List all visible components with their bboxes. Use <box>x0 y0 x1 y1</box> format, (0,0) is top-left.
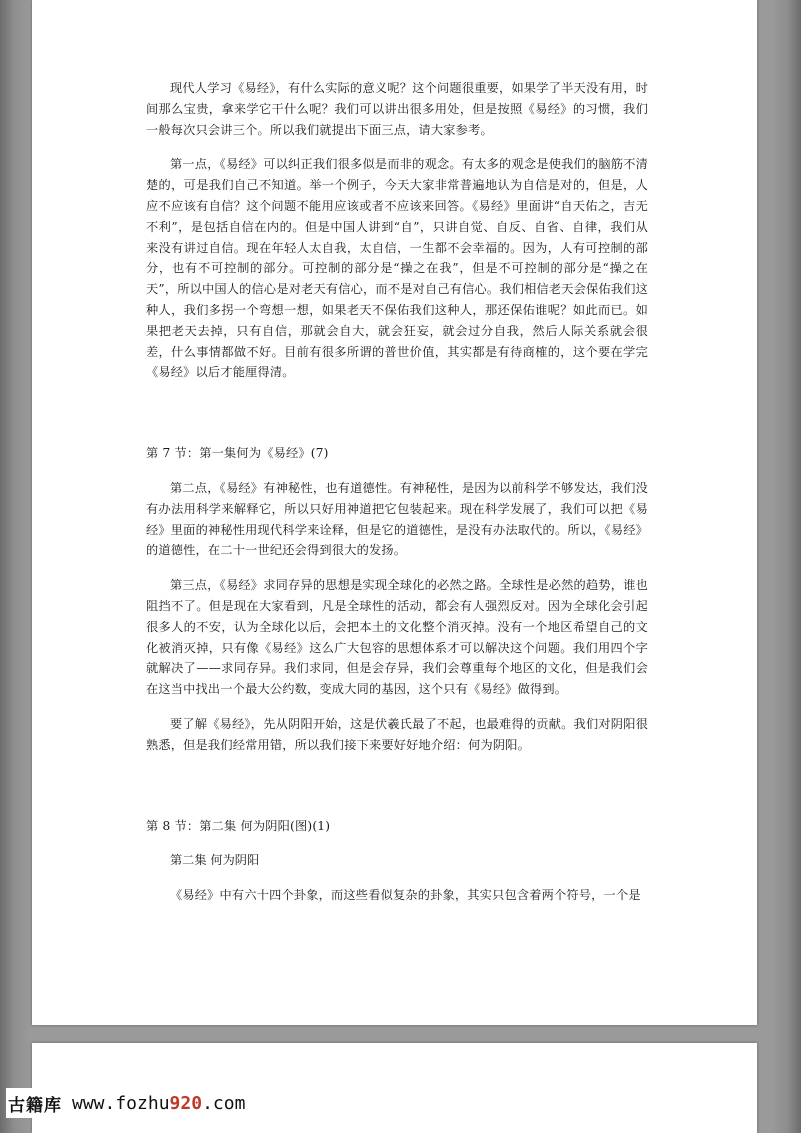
watermark-url-suffix: .com <box>202 1092 246 1114</box>
paragraph-point-three: 第三点，《易经》求同存异的思想是实现全球化的必然之路。全球性是必然的趋势，谁也阻挡不了。但是现在大家看到，凡是全球性的活动，都会有人强烈反对。因为全球化会引起很多人的不安，认为全球化以后，会把本土的文化整个消灭掉。没有一个地区希望自己的文化被消灭掉，只有像《易经》这么广大包容的思想体系才可以解决这个问题。我们用四个字就解决了——求同存异。我们求同，但是会存异，我们会尊重每个地区的文化，但是我们会在这当中找出一个最大公约数，变成大同的基因，这个只有《易经》做得到。 <box>146 578 648 697</box>
watermark-url <box>72 1093 245 1114</box>
page-content <box>146 78 648 906</box>
document-page <box>32 0 757 1025</box>
section-heading-8: 第 8 节：第二集 何为阴阳(图)(1) <box>146 818 331 833</box>
watermark-site-name: 古籍库 <box>8 1095 62 1116</box>
paragraph-point-one: 第一点，《易经》可以纠正我们很多似是而非的观念。有太多的观念是使我们的脑筋不清楚的，可是我们自己不知道。举一个例子，今天大家非常普遍地认为自信是对的，但是，人应不应该有自信？这个问题不能用应该或者不应该来回答。《易经》里面讲“自天佑之，吉无不利”，是包括自信在内的。但是中国人讲到“自”，只讲自觉、自反、自省、自律，我们从来没有讲过自信。现在年轻人太自我，太自信，一生都不会幸福的。因为，人有可控制的部分，也有不可控制的部分。可控制的部分是“操之在我”，但是不可控制的部分是“操之在天”，所以中国人的信心是对老天有信心，而不是对自己有信心。我们相信老天会保佑我们这种人，我们多拐一个弯想一想，如果老天不保佑我们这种人，那还保佑谁呢？如此而已。如果把老天去掉，只有自信，那就会自大，就会狂妄，就会过分自我，然后人际关系就会很差，什么事情都做不好。目前有很多所谓的普世价值，其实都是有待商榷的，这个要在学完《易经》以后才能厘得清。 <box>146 157 648 380</box>
section-heading-7: 第 7 节：第一集何为《易经》(7) <box>146 446 329 461</box>
paragraph-intro: 现代人学习《易经》，有什么实际的意义呢？这个问题很重要，如果学了半天没有用，时间那么宝贵，拿来学它干什么呢？我们可以讲出很多用处，但是按照《易经》的习惯，我们一般每次只会讲三个。所以我们就提出下面三点，请大家参考。 <box>146 81 648 137</box>
paragraph-point-two: 第二点，《易经》有神秘性，也有道德性。有神秘性，是因为以前科学不够发达，我们没有办法用科学来解释它，所以只好用神道把它包装起来。现在科学发展了，我们可以把《易经》里面的神秘性用现代科学来诠释，但是它的道德性，是没有办法取代的。所以，《易经》的道德性，在二十一世纪还会得到很大的发扬。 <box>146 480 648 558</box>
site-watermark <box>6 1088 249 1118</box>
paragraph-hexagrams: 《易经》中有六十四个卦象，而这些看似复杂的卦象，其实只包含着两个符号，一个是 <box>170 888 641 903</box>
watermark-url-prefix: www.fozhu <box>72 1092 170 1114</box>
watermark-url-number: 920 <box>169 1092 203 1114</box>
paragraph-yin-yang-intro: 要了解《易经》，先从阴阳开始，这是伏羲氏最了不起，也最难得的贡献。我们对阴阳很熟悉，但是我们经常用错，所以我们接下来要好好地介绍：何为阴阳。 <box>146 716 648 752</box>
chapter-subheading: 第二集 何为阴阳 <box>170 853 260 868</box>
